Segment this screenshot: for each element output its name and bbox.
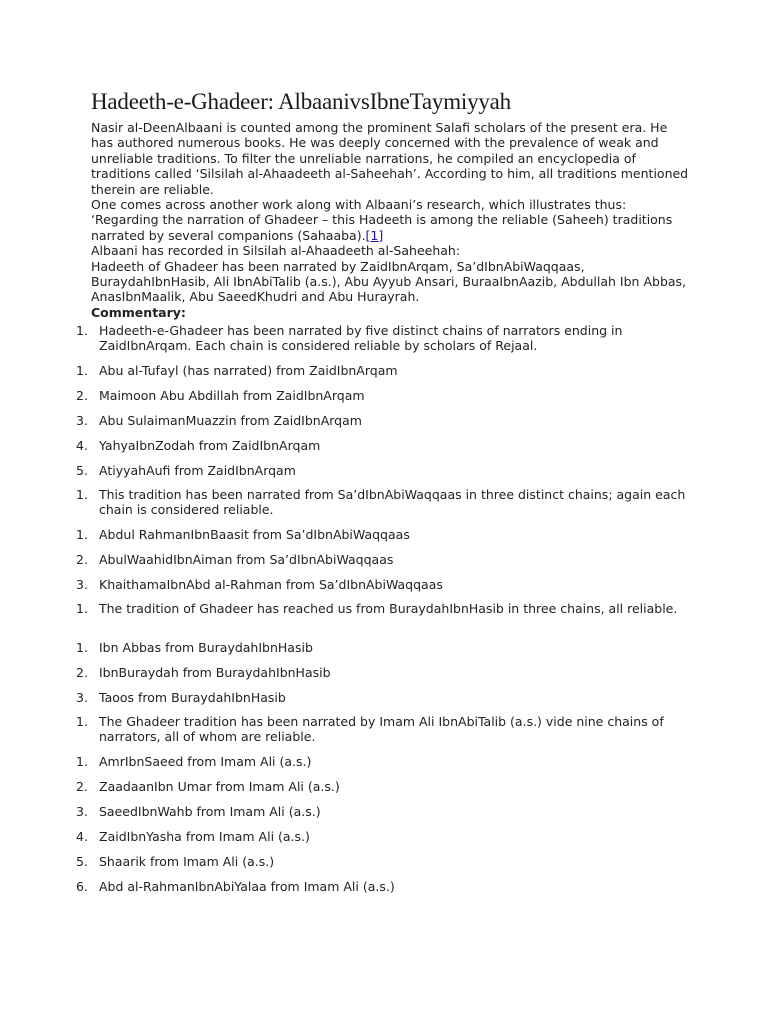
list-item-number: 1. [76,527,88,542]
list-item-text: AbulWaahidIbnAiman from Sa’dIbnAbiWaqqaas [99,551,394,567]
numbered-list [76,363,686,478]
intro-paragraph: Hadeeth of Ghadeer has been narrated by ZaidIbnArqam, Sa’dIbnAbiWaqqaas, BuraydahIbnHasib, Ali IbnAbiTalib (a.s.), Abu Ayyub Ansari, BuraaIbnAazib, Abdullah Ibn Abbas, AnasIbnMaalik, Abu SaeedKhudri and Abu Hurayrah. [91,258,687,305]
numbered-list [76,487,686,518]
numbered-list [76,714,686,745]
list-item [76,463,686,478]
list-item [76,640,686,655]
numbered-list [76,640,686,705]
list-item-text: YahyaIbnZodah from ZaidIbnArqam [99,437,321,453]
list-item-number: 5. [76,853,88,869]
list-item [76,577,686,592]
quote-paragraph [91,212,691,243]
list-item-text: Taoos from BuraydahIbnHasib [99,689,286,705]
list-item [76,829,686,844]
list-item-number: 1. [76,754,88,769]
list-item [76,363,686,378]
list-item [76,690,686,705]
intro-paragraph: Nasir al-DeenAlbaani is counted among the prominent Salafi scholars of the present era. He has authored numerous books. He was deeply concerned with the prevalence of weak and unreliable traditions. To filter the unreliable narrations, he compiled an encyclopedia of traditions called ‘Silsilah al-Ahaadeeth al-Saheehah’. According to him, all traditions mentioned therein are reliable. [91,120,689,197]
intro-paragraph: One comes across another work along with Albaani’s research, which illustrates thus: [91,197,627,213]
list-item-number: 2. [76,664,88,680]
list-item [76,388,686,403]
list-item-text: Maimoon Abu Abdillah from ZaidIbnArqam [99,387,365,403]
list-item-number: 3. [76,576,88,592]
list-item-number: 3. [76,803,88,819]
list-item [76,601,686,616]
document-body [91,88,691,320]
list-item-text: ZaidIbnYasha from Imam Ali (a.s.) [99,828,310,844]
list-item-number: 2. [76,551,88,567]
list-item [76,552,686,567]
list-item-number: 6. [76,878,88,894]
footnote-link[interactable]: [1] [365,227,384,243]
list-item [76,665,686,680]
list-item-text: Abu al-Tufayl (has narrated) from ZaidIbnArqam [99,363,398,378]
list-item-text: Abdul RahmanIbnBaasit from Sa’dIbnAbiWaqqaas [99,527,410,542]
list-item-number: 2. [76,778,88,794]
numbered-list [76,527,686,592]
list-item-text: Abu SulaimanMuazzin from ZaidIbnArqam [99,412,362,428]
list-item-text: The Ghadeer tradition has been narrated by Imam Ali IbnAbiTalib (a.s.) vide nine chains of narrators, all of whom are reliable. [99,714,664,745]
list-item-number: 1. [76,363,88,378]
list-item-text: The tradition of Ghadeer has reached us from BuraydahIbnHasib in three chains, all reliable. [99,601,678,616]
list-item-text: ZaadaanIbn Umar from Imam Ali (a.s.) [99,778,340,794]
list-item-text: Ibn Abbas from BuraydahIbnHasib [99,640,313,655]
list-item-text: SaeedIbnWahb from Imam Ali (a.s.) [99,803,321,819]
list-item-number: 1. [76,601,88,616]
list-item-text: Hadeeth-e-Ghadeer has been narrated by five distinct chains of narrators ending in ZaidIbnArqam. Each chain is considered reliable by scholars of Rejaal. [99,323,623,354]
quote-text: ‘Regarding the narration of Ghadeer – this Hadeeth is among the reliable (Saheeh) traditions narrated by several companions (Sahaaba). [91,212,673,243]
page-title: Hadeeth-e-Ghadeer: AlbaanivsIbneTaymiyyah [91,89,511,114]
list-item-text: This tradition has been narrated from Sa’dIbnAbiWaqqaas in three distinct chains; again each chain is considered reliable. [99,487,686,518]
list-item-number: 3. [76,412,88,428]
list-item-number: 5. [76,462,88,478]
numbered-list [76,323,686,354]
list-item-number: 1. [76,323,88,338]
list-item [76,779,686,794]
list-item-number: 4. [76,828,88,844]
commentary-heading: Commentary: [91,304,186,320]
list-item-number: 2. [76,387,88,403]
list-item-number: 1. [76,640,88,655]
list-item [76,804,686,819]
list-item-text: Abd al-RahmanIbnAbiYalaa from Imam Ali (a.s.) [99,878,395,894]
numbered-list [76,601,686,616]
list-item-text: KhaithamaIbnAbd al-Rahman from Sa’dIbnAbiWaqqaas [99,576,443,592]
list-item [76,854,686,869]
list-item [76,487,686,518]
list-item [76,879,686,894]
list-item [76,714,686,745]
list-item [76,323,686,354]
list-item-text: Shaarik from Imam Ali (a.s.) [99,853,275,869]
list-item-number: 4. [76,437,88,453]
list-item-text: IbnBuraydah from BuraydahIbnHasib [99,664,331,680]
list-item-text: AtiyyahAufi from ZaidIbnArqam [99,462,296,478]
list-item [76,754,686,769]
list-item [76,413,686,428]
list-item-text: AmrIbnSaeed from Imam Ali (a.s.) [99,754,312,769]
list-item [76,438,686,453]
list-item-number: 1. [76,487,88,502]
intro-paragraph: Albaani has recorded in Silsilah al-Ahaadeeth al-Saheehah: [91,243,461,259]
numbered-list [76,754,686,894]
list-item-number: 1. [76,714,88,729]
list-item [76,527,686,542]
list-item-number: 3. [76,689,88,705]
